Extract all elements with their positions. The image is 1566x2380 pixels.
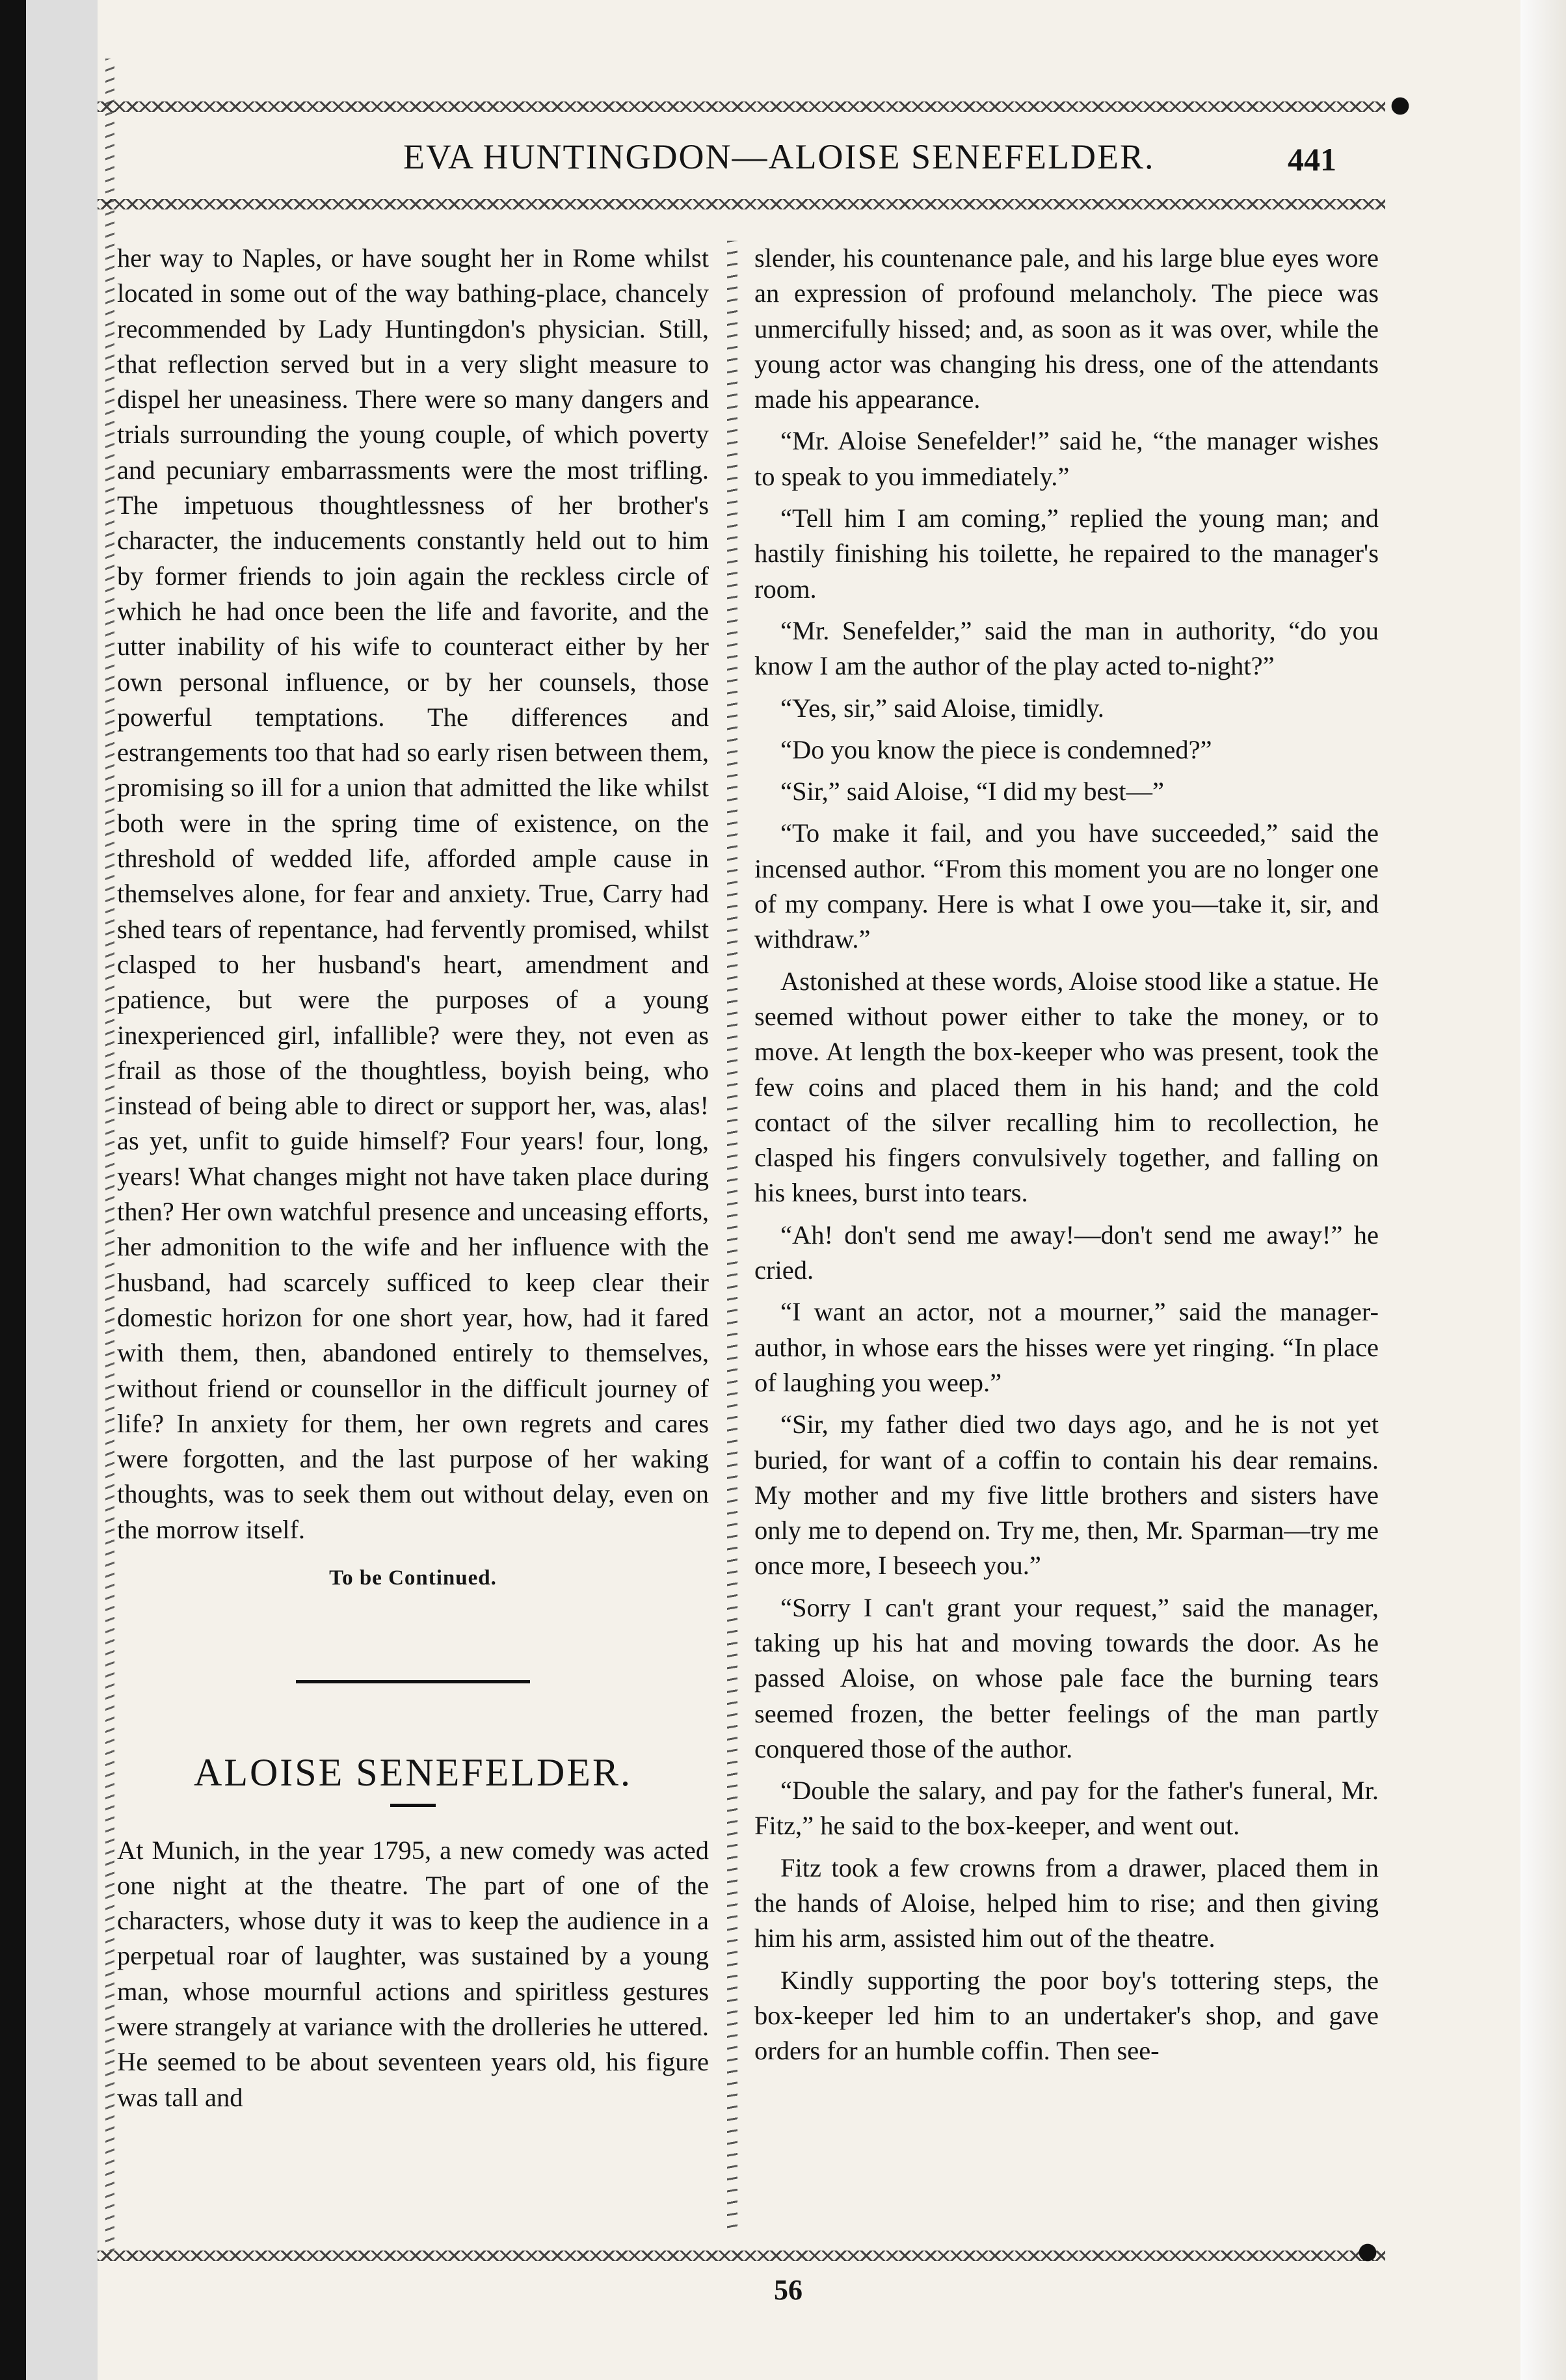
article-paragraph: Astonished at these words, Aloise stood like a statue. He seemed without power either to take the money, or to move. At length the box-keeper who was present, took the few coins and placed them in his hand; and the cold contact of the silver recalling him to recollection, he clasped his fingers convulsively together, and falling on his knees, burst into tears. [754, 966, 1379, 1208]
article-paragraph: Kindly supporting the poor boy's tottering steps, the box-keeper led him to an undertaker's shop, and gave orders for an humble coffin. Then see- [754, 1965, 1379, 2066]
article-paragraph: “Yes, sir,” said Aloise, timidly. [780, 693, 1104, 723]
page-right-edge [1520, 0, 1566, 2380]
to-be-continued: To be Continued. [329, 1566, 497, 1590]
article-paragraph: “Ah! don't send me away!—don't send me away!” he cried. [754, 1220, 1379, 1285]
page-header [98, 137, 1385, 195]
bottom-wavy-border [98, 2251, 1385, 2261]
page-number: 441 [1288, 141, 1336, 178]
article-paragraph: At Munich, in the year 1795, a new comedy was acted one night at the theatre. The part of one of the characters, whose duty it was to keep the audience in a perpetual roar of laughter, was sustained by a young man, whose mournful actions and spiritless gestures were strangely at variance with the drolleries he uttered. He seemed to be about seventeen years old, his figure was tall and [117, 1835, 709, 2112]
story-paragraph: her way to Naples, or have sought her in Rome whilst located in some out of the way bathing-place, chancely recommended by Lady Huntingdon's physician. Still, that reflection served but in a very slight measure to dispel her uneasiness. There were so many dangers and trials surrounding the young couple, of which poverty and pecuniary embarrassments were the most trifling. The impetuous thoughtlessness of her brother's character, the inducements constantly held out to him by former friends to join again the reckless circle of which he had once been the life and favorite, and the utter inability of his wife to counteract either by her own personal influence, or by her counsels, those powerful temptations. The differences and estrangements too that had so early risen between them, promising so ill for a union that admitted the like whilst both were in the spring time of existence, on the threshold of wedded life, afforded ample cause in themselves alone, for fear and anxiety. True, Carry had shed tears of repentance, had fervently promised, whilst clasped to her husband's heart, amendment and patience, but were the purposes of a young inexperienced girl, infallible? were they, not even as frail as those of the thoughtless, boyish being, who instead of being able to direct or support her, was, alas! as yet, unfit to guide himself? Four years! four, long, years! What changes might not have taken place during then? Her own watchful presence and unceasing efforts, her admonition to the wife and her influence with the husband, had scarcely sufficed to keep clear their domestic horizon for one short year, how, had it fared with them, then, abandoned entirely to themselves, without friend or counsellor in the difficult journey of life? In anxiety for them, her own regrets and cares were forgotten, and the last purpose of her waking thoughts, was to seek them out without delay, even on the morrow itself. [117, 243, 709, 1544]
title-dash [390, 1804, 436, 1807]
article-paragraph: “Sorry I can't grant your request,” said the manager, taking up his hat and moving towards the door. As he passed Aloise, on whose pale face the burning tears seemed frozen, the better feelings of the man partly conquered those of the author. [754, 1592, 1379, 1763]
book-page [98, 46, 1411, 2335]
top-wavy-border [98, 101, 1385, 112]
footer-number: 56 [774, 2274, 803, 2306]
header-wavy-rule [98, 199, 1385, 209]
article-paragraph: “Double the salary, and pay for the father's funeral, Mr. Fitz,” he said to the box-keeper, and went out. [754, 1776, 1379, 1841]
corner-ornament-bottom [1353, 2238, 1383, 2267]
left-column [117, 241, 709, 2122]
right-column [754, 241, 1379, 2076]
article-paragraph: Fitz took a few crowns from a drawer, placed them in the hands of Aloise, helped him to rise; and then giving him his arm, assisted him out of the theatre. [754, 1852, 1379, 1953]
article-paragraph: “Mr. Aloise Senefelder!” said he, “the manager wishes to speak to you immediately.” [754, 426, 1379, 491]
column-wavy-divider [727, 241, 737, 2231]
article-paragraph: “Mr. Senefelder,” said the man in authority, “do you know I am the author of the play acted to-night?” [754, 615, 1379, 681]
corner-ornament-top [1385, 91, 1415, 121]
article-paragraph: “Do you know the piece is condemned?” [780, 734, 1212, 764]
article-paragraph: “Tell him I am coming,” replied the young man; and hastily finishing his toilette, he repaired to the manager's room. [754, 503, 1379, 604]
article-paragraph: “Sir,” said Aloise, “I did my best—” [780, 777, 1165, 807]
running-title: EVA HUNTINGDON—ALOISE SENEFELDER. [403, 137, 1155, 176]
article-paragraph: “I want an actor, not a mourner,” said the manager-author, in whose ears the hisses were yet ringing. “In place of laughing you weep.” [754, 1297, 1379, 1397]
book-gutter-edge [0, 0, 98, 2380]
article-paragraph: slender, his countenance pale, and his large blue eyes wore an expression of profound melancholy. The piece was unmercifully hissed; and, as soon as it was over, while the young actor was changing his dress, one of the attendants made his appearance. [754, 243, 1379, 414]
article-paragraph: “Sir, my father died two days ago, and he is not yet buried, for want of a coffin to contain his dear remains. My mother and my five little brothers and sisters have only me to depend on. Try me, then, Mr. Sparman—try me once more, I beseech you.” [754, 1410, 1379, 1581]
article-paragraph: “To make it fail, and you have succeeded,” said the incensed author. “From this moment you are no longer one of my company. Here is what I owe you—take it, sir, and withdraw.” [754, 818, 1379, 954]
section-rule [296, 1680, 530, 1683]
left-wavy-border [105, 59, 114, 2251]
article-title: ALOISE SENEFELDER. [194, 1751, 632, 1795]
